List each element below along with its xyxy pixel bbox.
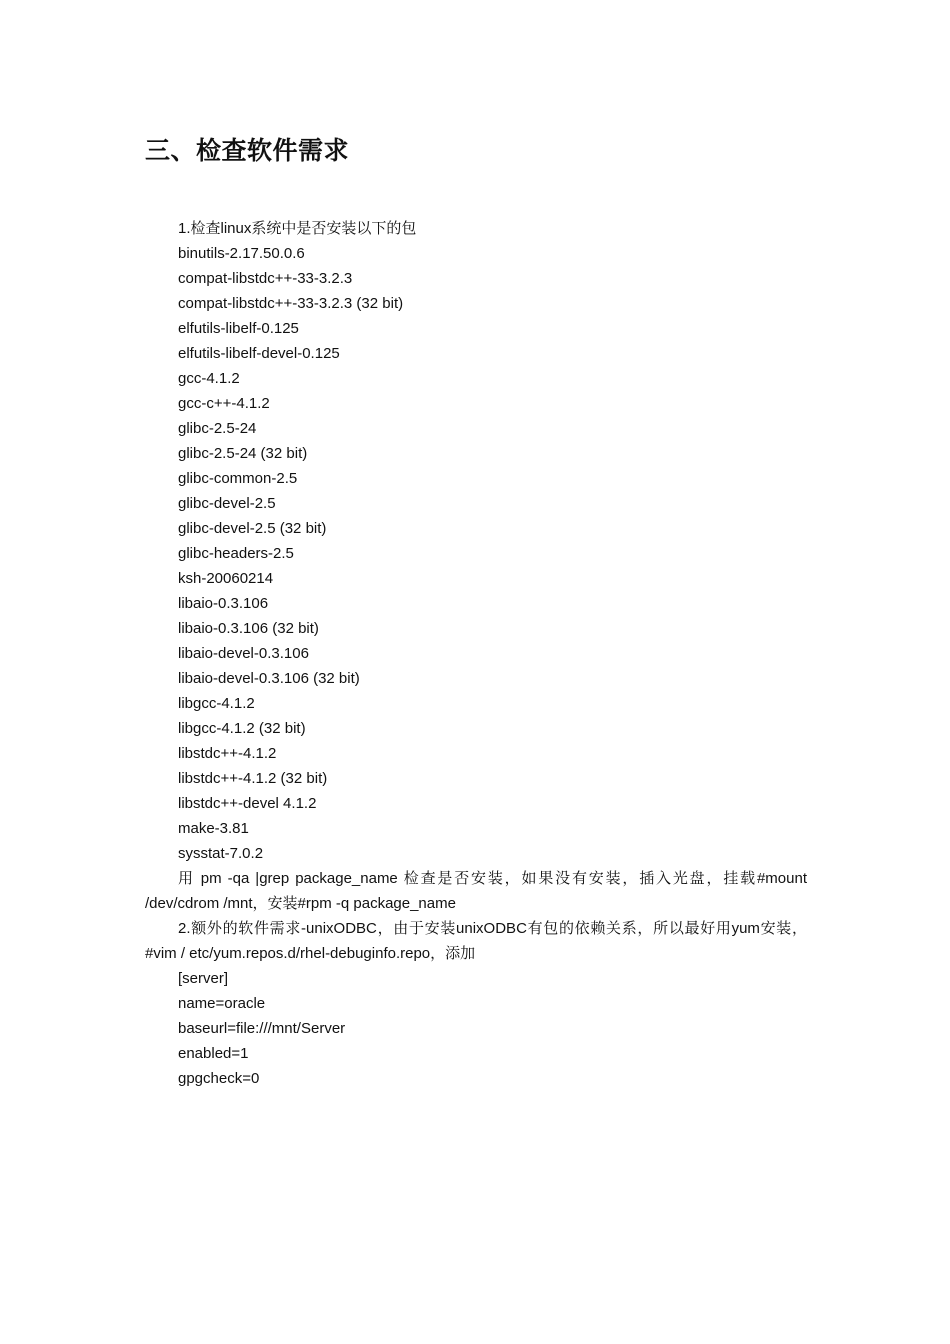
package-item: libstdc++-4.1.2 bbox=[178, 745, 277, 762]
package-item: glibc-2.5-24 bbox=[178, 420, 257, 437]
repo-config-line: gpgcheck=0 bbox=[178, 1070, 260, 1087]
package-item: glibc-devel-2.5 bbox=[178, 495, 276, 512]
package-item: gcc-4.1.2 bbox=[178, 370, 240, 387]
package-item: glibc-2.5-24 (32 bit) bbox=[178, 445, 308, 462]
package-item: libaio-devel-0.3.106 bbox=[178, 645, 309, 662]
check-install-paragraph: 用 pm -qa |grep package_name 检查是否安装，如果没有安装，插入光盘，挂载#mount /dev/cdrom /mnt，安装#rpm -q package_name bbox=[145, 870, 807, 912]
package-item: binutils-2.17.50.0.6 bbox=[178, 245, 305, 262]
repo-config-line: [server] bbox=[178, 970, 229, 987]
package-item: glibc-common-2.5 bbox=[178, 470, 298, 487]
repo-config-block bbox=[145, 966, 807, 1091]
repo-config-line: enabled=1 bbox=[178, 1045, 249, 1062]
package-item: libaio-devel-0.3.106 (32 bit) bbox=[178, 670, 360, 687]
package-list bbox=[145, 241, 807, 866]
package-item: glibc-headers-2.5 bbox=[178, 545, 294, 562]
package-item: glibc-devel-2.5 (32 bit) bbox=[178, 520, 327, 537]
section-heading: 三、检查软件需求 bbox=[145, 136, 350, 165]
package-item: compat-libstdc++-33-3.2.3 (32 bit) bbox=[178, 295, 404, 312]
extra-requirement-paragraph: 2.额外的软件需求-unixODBC，由于安装unixODBC有包的依赖关系，所以最好用yum安装，#vim / etc/yum.repos.d/rhel-debuginfo.repo，添加 bbox=[145, 920, 807, 962]
package-item: libgcc-4.1.2 (32 bit) bbox=[178, 720, 306, 737]
package-item: libaio-0.3.106 (32 bit) bbox=[178, 620, 319, 637]
package-item: make-3.81 bbox=[178, 820, 249, 837]
package-item: libaio-0.3.106 bbox=[178, 595, 269, 612]
intro-line: 1.检查linux系统中是否安装以下的包 bbox=[178, 220, 417, 237]
package-item: compat-libstdc++-33-3.2.3 bbox=[178, 270, 353, 287]
repo-config-line: name=oracle bbox=[178, 995, 266, 1012]
document-body bbox=[145, 216, 807, 1091]
package-item: libstdc++-devel 4.1.2 bbox=[178, 795, 317, 812]
package-item: ksh-20060214 bbox=[178, 570, 274, 587]
repo-config-line: baseurl=file:///mnt/Server bbox=[178, 1020, 346, 1037]
package-item: elfutils-libelf-0.125 bbox=[178, 320, 299, 337]
package-item: elfutils-libelf-devel-0.125 bbox=[178, 345, 340, 362]
package-item: libstdc++-4.1.2 (32 bit) bbox=[178, 770, 328, 787]
package-item: libgcc-4.1.2 bbox=[178, 695, 255, 712]
package-item: sysstat-7.0.2 bbox=[178, 845, 264, 862]
package-item: gcc-c++-4.1.2 bbox=[178, 395, 270, 412]
